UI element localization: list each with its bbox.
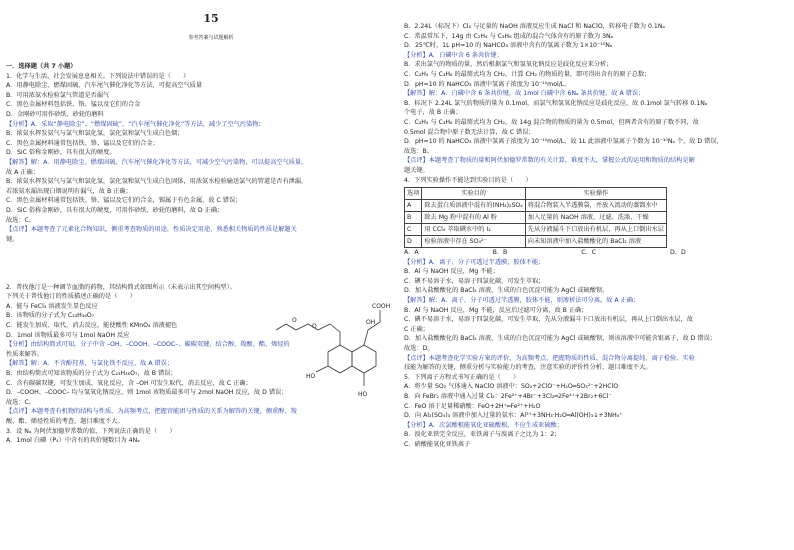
text-line: 【分析】A．次氯酸根能氧化亚硫酸根，不应生成亚硫酸； [404, 421, 563, 429]
text-line: D．1mol 该物质最多可与 1mol NaOH 反应 [6, 331, 130, 339]
mol-label-ho-1: HO [306, 373, 316, 380]
table-cell: A [405, 200, 422, 212]
text-line [6, 244, 396, 254]
table-cell: 将混合物装入半透膜袋，并放入流动的蒸馏水中 [525, 200, 666, 212]
left-column [6, 12, 396, 446]
experiment-table [404, 187, 667, 248]
text-line: 个电子，故 B 正确； [404, 109, 462, 117]
text-line: D．SiC 俗称金刚砂，具有很大的硬度，可用作砂纸、砂轮的磨料，故 D 正确； [6, 206, 224, 214]
text-line: 【解答】解：A．离子、分子可透过半透膜，胶体不能，则渗析法可分离，故 A 正确； [404, 297, 640, 305]
text-line: 5．下列离子方程式书写正确的是（ ） [404, 373, 520, 381]
page-subtitle: 参考答案与试题解析 [188, 35, 234, 41]
text-line: 4．下列实验操作不能达到实验目的是（ ） [404, 176, 532, 184]
text-line: D．SiC 俗称金刚砂，具有很大的硬度。 [6, 149, 116, 157]
table-cell: 检验溶液中存在 SO₄²⁻ [422, 236, 525, 248]
text-line: B．Al 与 NaOH 反应，Mg 不能，反应后过滤可分离，故 B 正确； [404, 306, 588, 314]
text-line: B．溴化亚铁完全反应，亚铁离子与溴离子之比为 1：2； [404, 431, 561, 439]
text-line: D．加入盐酸酸化的 BaCl₂ 溶液，生成的白色沉淀可能为 AgCl 或硫酸钡。 [404, 287, 609, 295]
text-line: 故选：D。 [404, 345, 434, 353]
text-line: C．黑色金属材料通常包括铁、铬、锰以及它们的合金，锡属于有色金属，故 C 错误； [6, 197, 242, 205]
table-row [405, 200, 667, 212]
text-line [6, 273, 396, 283]
text-line: 【解答】解：A．不含酚羟基，与氯化铁不反应，故 A 错误； [6, 360, 174, 368]
text-line: 【解答】解：A．白磷中含 6 条共价键，故 1mol 白磷中含 6Nₐ 条共价键，故 A 错误； [404, 90, 645, 98]
table-row [405, 224, 667, 236]
choice-c: C．C [581, 249, 597, 257]
answer-choices-line [404, 248, 788, 258]
text-line: 若浓氨水漏出现白烟说明有漏气，故 B 正确； [6, 187, 132, 195]
text-line [6, 263, 396, 273]
text-line: 2．普伐他汀是一种调节血脂的药物，其结构简式如图所示（未表示出其空间构型）。 [6, 283, 236, 291]
text-line: 故选：C。 [6, 216, 36, 224]
text-line: C．常温常压下，14g 由 C₂H₄ 与 C₃H₆ 组成的混合气体含有的原子数为 3Nₐ [404, 32, 614, 40]
text-line: B．2.24L（标况下）Cl₂ 与足量的 NaOH 溶液反应生成 NaCl 和 NaClO，转移电子数为 0.1Nₐ [404, 23, 665, 30]
text-line: B．标况下 2.24L 氯气的物质的量为 0.1mol，而氯气和氢氧化钠反应是歧化反应，故 0.1mol 氯气转移 0.1Nₐ [404, 99, 708, 107]
choice-d: D．D [670, 249, 686, 257]
text-line: 键。 [6, 235, 19, 243]
text-line: D．25℃时，1L pH=10 的 NaHCO₃ 溶液中含有的氢离子数为 1×10⁻¹⁰Nₐ [404, 42, 613, 50]
text-line: 酸、酯、烯烃性质的考查，题目难度不大。 [6, 417, 124, 425]
text-line: B．向 FeBr₂ 溶液中通入过量 Cl₂：2Fe²⁺+4Br⁻+3Cl₂═2Fe³⁺+2Br₂+6Cl⁻ [404, 393, 612, 400]
mol-label-o-2: O [312, 323, 317, 330]
text-line: C．碘不易溶于水，易溶于四氯化碳，可发生萃取； [404, 277, 545, 285]
text-line: 故选：B。 [404, 147, 433, 155]
table-cell: 除去 Mg 粉中混有的 Al 粉 [422, 212, 525, 224]
text-line: D．加入盐酸酸化的 BaCl₂ 溶液，生成的白色沉淀可能为 AgCl 或硫酸钡，则该溶液中可能含银离子，故 D 错误； [404, 335, 716, 343]
text-line: B．Al 与 NaOH 反应，Mg 不能； [404, 268, 499, 276]
text-line: C．含有碳碳双键，可发生加成、氧化反应，含 –OH 可发生取代、消去反应，故 C 正确； [6, 379, 252, 387]
table-cell: 加入足量的 NaOH 溶液，过滤、洗涤、干燥 [525, 212, 666, 224]
table-cell: 先从分液漏斗下口放出有机层，再从上口倒出水层 [525, 224, 666, 236]
mol-label-ho-2: HO [358, 391, 368, 398]
text-line: 【解答】解：A．用静电除尘、燃煤固硫、汽车尾气催化净化等方法，可减少空气污染物，可以提高空气质量， [6, 158, 308, 166]
pravastatin-structure [268, 302, 398, 402]
text-line: 题关键。 [404, 166, 429, 174]
text-line: A．能与 FeCl₃ 溶液发生显色反应 [6, 302, 98, 310]
table-cell: 用 CCl₄ 萃取碘水中的 I₂ [422, 224, 525, 236]
text-line: 3．设 Nₐ 为阿伏加德罗常数的值，下列说法正确的是（ ） [6, 427, 176, 435]
mol-label-cooh: COOH [372, 303, 391, 310]
mol-label-o-1: O [292, 317, 297, 324]
text-line: B．浓氨水挥发氨气与氯气和氯化氢，氯化氢和氨气生成白色固体，用浓氨水检验输送氯气的管道是否有泄漏， [6, 178, 308, 186]
table-header-row [405, 188, 667, 200]
table-header-cell: 选项 [405, 188, 422, 200]
text-line: 【点评】本题考查了物质的量和阿伏加德罗常数的有关计算，难度不大，掌握公式的运用和物质的结构是解 [404, 157, 695, 165]
page-number-heading: 15 [203, 12, 219, 25]
table-cell: 除去蛋白质溶液中混有的(NH₄)₂SO₄ [422, 200, 525, 212]
right-text-block-top [404, 22, 788, 185]
table-cell: C [405, 224, 422, 236]
text-line: 【分析】由结构简式可知，分子中含 –OH、–COOH、–COOC–、碳碳双键，结合醇、羧酸、酯、烯烃的 [6, 341, 290, 349]
text-line: 【点评】本题考查了元素化合物知识，侧重考查物质的用途，性质决定用途，熟悉相关物质的性质是解题关 [6, 226, 297, 234]
text-line: A．用静电除尘、燃煤固硫、汽车尾气催化净化等方法，可提高空气质量 [6, 82, 203, 90]
table-cell: D [405, 236, 422, 248]
text-line: 下列关于普伐他汀的性质描述正确的是（ ） [6, 293, 136, 301]
table-header-cell: 实验操作 [525, 188, 666, 200]
text-line: C．硝酸能氧化亚铁离子 [404, 440, 471, 448]
text-line: A．将少量 SO₂ 气体通入 NaClO 溶液中：SO₂+2ClO⁻+H₂O═SO₃²⁻+2HClO [404, 383, 619, 391]
right-column [404, 22, 788, 450]
table-cell: 向未知溶液中加入盐酸酸化的 BaCl₂ 溶液 [525, 236, 666, 248]
text-line: D．pH=10 的 NaHCO₃ 溶液中氢离子浓度为 10⁻¹⁰mol/L。 [404, 80, 571, 88]
choice-a: A．A [404, 249, 419, 257]
table-header-cell: 实验目的 [422, 188, 525, 200]
text-line: 故 A 正确； [6, 168, 39, 176]
text-line: C．FeO 溶于足量稀硝酸：FeO+2H⁺═Fe²⁺+H₂O [404, 402, 541, 410]
text-line: D．–COOH、–COOC– 均与氢氧化钠反应，则 1mol 该物质最多可与 2mol NaOH 反应，故 D 错误； [6, 389, 288, 397]
text-line: C．C₂H₄ 与 C₃H₆ 的最简式均为 CH₂，故 14g 混合物的物质的量为 0.5mol，但两者含有的原子数不同，故 [404, 118, 699, 126]
text-line: 【点评】本题考查化学实验方案的评价，为高频考点，把握物质的性质、混合物分离提纯、离子检验、实验 [404, 354, 695, 362]
text-line: 性质来解答。 [6, 350, 44, 358]
choice-b: B．B [492, 249, 508, 257]
text-line: 【分析】A．采取“静电除尘”、“燃煤固硫”、“汽车尾气催化净化”等方法，减少了空气污染物； [6, 120, 265, 128]
text-line [6, 254, 396, 264]
table-row [405, 212, 667, 224]
text-line: C．C₂H₄ 与 C₃H₆ 的最简式均为 CH₂，计算 CH₂ 的物质的量，即可得出含有的原子总数； [404, 70, 651, 78]
text-line: 0.5mol 混合物中原子数无法计算，故 C 错误； [404, 128, 535, 136]
table-row [405, 236, 667, 248]
text-line: C．碘不易溶于水，易溶于四氯化碳，可发生萃取，先从分液漏斗下口放出有机层，再从上口倒出水层，故 [404, 316, 693, 324]
right-text-block-bottom [404, 258, 788, 450]
text-line: D．pH=10 的 NaHCO₃ 溶液中氢离子浓度为 10⁻¹⁰mol/L，故 1L 此溶液中氢离子个数为 10⁻¹⁰Nₐ 个，故 D 错误， [404, 138, 723, 146]
text-line: B．求出氯气的物质的量，然后根据氯气和氢氧化钠反应是歧化反应来分析； [404, 61, 613, 69]
text-line: 【点评】本题考查有机物的结构与性质，为高频考点，把握官能团与性质的关系为解答的关键，侧重醇、羧 [6, 408, 297, 416]
table-cell: B [405, 212, 422, 224]
text-line: D．金刚砂可用作砂纸、砂轮的磨料 [6, 110, 104, 118]
text-line: 【分析】A．离子、分子可透过半透膜，胶体不能； [404, 258, 545, 266]
text-line: 一．选择题（共 7 小题） [6, 63, 77, 70]
text-line: B．浓氨水挥发氨气与氯气和氯化氢，氯化氨和氯气生成白色烟； [6, 130, 184, 138]
text-line: 1．化学与生活、社会发展息息相关。下列说法中错误的是（ ） [6, 72, 190, 80]
text-line: 故选：C。 [6, 398, 36, 406]
text-line: C．能发生加成、取代、消去反应，能使酸性 KMnO₄ 溶液褪色 [6, 322, 178, 330]
text-line: C 正确； [404, 325, 429, 333]
text-line: B．由结构简式可知该物质的分子式为 C₂₃H₃₆O₇，故 B 错误； [6, 370, 177, 377]
text-line: C．黑色金属材料通常包括铁、铬、锰以及它们的合金； [6, 139, 159, 147]
mol-label-oh: OH [366, 319, 376, 326]
text-line: B．该物质的分子式为 C₂₃H₃₆O₇ [6, 312, 95, 320]
text-line: D．向 Al₂(SO₄)₃ 溶液中加入过量的氨水：Al³⁺+3NH₃·H₂O═Al(OH)₃↓+3NH₄⁺ [404, 412, 623, 420]
text-line: 技能为解答的关键，侧重分析与实验能力的考查，注意实验的评价性分析，题目难度不大。 [404, 364, 652, 372]
text-line: C．黑色金属材料包括铁、铬、锰以及它们的合金 [6, 101, 141, 109]
text-line: B．可用浓氨水检验氯气管道是否漏气 [6, 91, 110, 99]
text-line: A．1mol 白磷（P₄）中含有的共价键数目为 4Nₐ [6, 437, 140, 445]
text-line: 【分析】A．白磷中含 6 条共价键； [404, 51, 503, 59]
